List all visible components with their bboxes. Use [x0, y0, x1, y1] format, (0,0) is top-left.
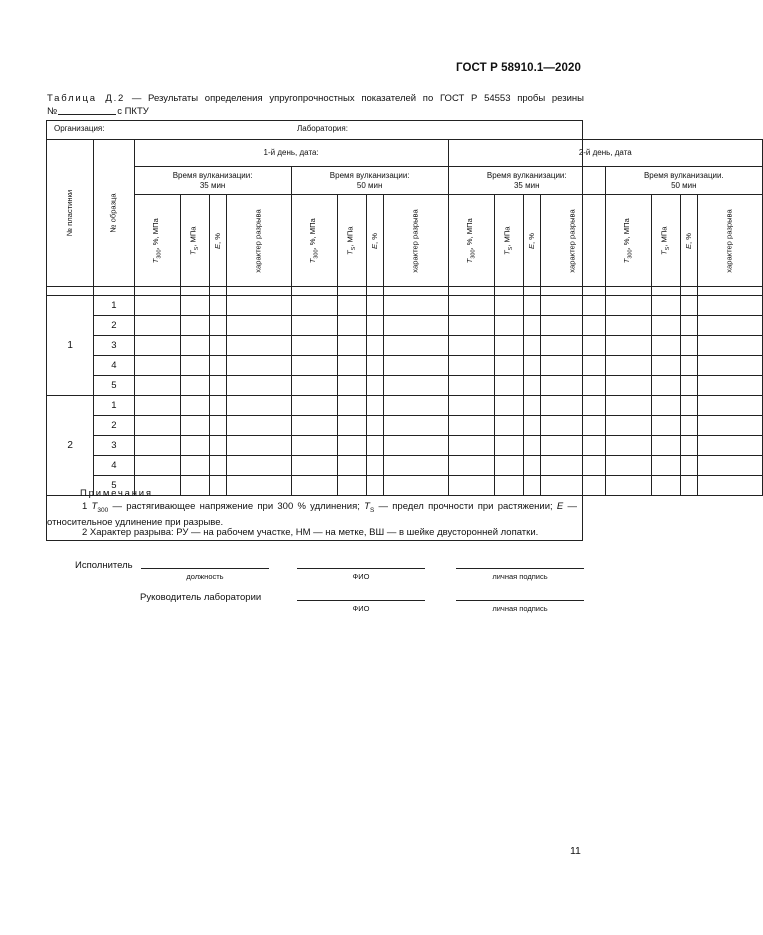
results-table — [46, 139, 763, 496]
data-cell[interactable] — [698, 396, 762, 416]
data-cell[interactable] — [384, 316, 448, 336]
data-cell[interactable] — [605, 456, 651, 476]
data-cell[interactable] — [448, 296, 494, 316]
data-cell[interactable] — [384, 376, 448, 396]
data-cell[interactable] — [681, 316, 698, 336]
data-cell[interactable] — [448, 436, 494, 456]
data-cell[interactable] — [524, 336, 541, 356]
vulcanization-time-header: Время вулканизации: 50 мин — [291, 167, 448, 195]
spacer-cell — [227, 287, 291, 296]
plate-number: 2 — [47, 396, 94, 496]
data-cell[interactable] — [448, 416, 494, 436]
data-cell[interactable] — [227, 396, 291, 416]
t300-column-header: $T_{300}$, %, МПа — [291, 195, 337, 287]
table-caption-suffix: с ПКТУ — [117, 106, 149, 117]
data-cell[interactable] — [134, 456, 180, 476]
data-cell[interactable] — [367, 456, 384, 476]
break-type-column-header: характер разрыва — [698, 195, 762, 287]
data-cell[interactable] — [134, 316, 180, 336]
spacer-cell — [47, 287, 94, 296]
table-row — [47, 396, 763, 416]
data-cell[interactable] — [180, 416, 210, 436]
data-cell[interactable] — [681, 436, 698, 456]
data-cell[interactable] — [494, 336, 524, 356]
sample-number: 4 — [94, 356, 134, 376]
data-cell[interactable] — [134, 416, 180, 436]
day2-header: 2-й день, дата — [448, 140, 762, 167]
organization-label: Организация: — [54, 124, 105, 133]
data-cell[interactable] — [541, 356, 605, 376]
ts-column-header: $T_S$, МПа — [494, 195, 524, 287]
data-cell[interactable] — [524, 296, 541, 316]
sample-number: 3 — [94, 336, 134, 356]
spacer-cell — [384, 287, 448, 296]
data-cell[interactable] — [210, 376, 227, 396]
data-cell[interactable] — [605, 416, 651, 436]
lab-head-signature-caption: личная подпись — [492, 604, 548, 613]
data-cell[interactable] — [367, 416, 384, 436]
data-cell[interactable] — [291, 436, 337, 456]
data-cell[interactable] — [384, 336, 448, 356]
data-cell[interactable] — [698, 456, 762, 476]
data-cell[interactable] — [681, 456, 698, 476]
table-row — [47, 296, 763, 316]
data-cell[interactable] — [384, 356, 448, 376]
spacer-cell — [367, 287, 384, 296]
data-cell[interactable] — [681, 476, 698, 496]
data-cell[interactable] — [134, 336, 180, 356]
data-cell[interactable] — [180, 476, 210, 496]
data-cell[interactable] — [180, 456, 210, 476]
data-cell[interactable] — [541, 476, 605, 496]
spacer-cell — [180, 287, 210, 296]
e-column-header: E, % — [524, 195, 541, 287]
sample-number: 3 — [94, 436, 134, 456]
ts-column-header: $T_S$, МПа — [651, 195, 681, 287]
break-type-column-header: характер разрыва — [227, 195, 291, 287]
data-cell[interactable] — [367, 336, 384, 356]
data-cell[interactable] — [651, 296, 681, 316]
table-row — [47, 376, 763, 396]
spacer-cell — [291, 287, 337, 296]
data-cell[interactable] — [448, 316, 494, 336]
data-cell[interactable] — [651, 456, 681, 476]
data-cell[interactable] — [337, 376, 367, 396]
data-cell[interactable] — [524, 476, 541, 496]
data-cell[interactable] — [605, 476, 651, 496]
notes-title: Примечания — [80, 488, 153, 499]
data-cell[interactable] — [524, 436, 541, 456]
data-cell[interactable] — [210, 336, 227, 356]
data-cell[interactable] — [227, 456, 291, 476]
data-cell[interactable] — [337, 416, 367, 436]
break-type-column-header: характер разрыва — [384, 195, 448, 287]
sample-number-header: № образца — [94, 140, 134, 287]
executor-position-caption: должность — [186, 572, 224, 581]
vulcanization-time-header: Время вулканизации: 35 мин — [134, 167, 291, 195]
data-cell[interactable] — [180, 396, 210, 416]
spacer-cell — [210, 287, 227, 296]
data-cell[interactable] — [384, 396, 448, 416]
table-caption-line2 — [47, 105, 149, 118]
data-cell[interactable] — [651, 436, 681, 456]
spacer-cell — [134, 287, 180, 296]
data-cell[interactable] — [227, 296, 291, 316]
spacer-cell — [698, 287, 762, 296]
executor-name-line[interactable] — [297, 568, 425, 569]
data-cell[interactable] — [291, 296, 337, 316]
data-cell[interactable] — [227, 336, 291, 356]
data-cell[interactable] — [494, 416, 524, 436]
data-cell[interactable] — [291, 416, 337, 436]
data-cell[interactable] — [698, 376, 762, 396]
data-cell[interactable] — [494, 316, 524, 336]
data-cell[interactable] — [651, 376, 681, 396]
data-cell[interactable] — [227, 356, 291, 376]
data-cell[interactable] — [541, 456, 605, 476]
spacer-cell — [605, 287, 651, 296]
sample-number: 5 — [94, 476, 134, 496]
data-cell[interactable] — [367, 436, 384, 456]
lab-head-name-caption: ФИО — [352, 604, 370, 613]
data-cell[interactable] — [541, 436, 605, 456]
executor-position-line[interactable] — [141, 568, 269, 569]
table-row — [47, 336, 763, 356]
sample-number: 5 — [94, 376, 134, 396]
data-cell[interactable] — [698, 316, 762, 336]
data-cell[interactable] — [605, 436, 651, 456]
table-row — [47, 316, 763, 336]
data-cell[interactable] — [180, 376, 210, 396]
data-cell[interactable] — [384, 476, 448, 496]
executor-signature-caption: личная подпись — [492, 572, 548, 581]
data-cell[interactable] — [681, 296, 698, 316]
lab-head-signature-line[interactable] — [456, 600, 584, 601]
data-cell[interactable] — [210, 416, 227, 436]
data-cell[interactable] — [384, 296, 448, 316]
data-cell[interactable] — [227, 476, 291, 496]
data-cell[interactable] — [367, 376, 384, 396]
e-column-header: E, % — [681, 195, 698, 287]
data-cell[interactable] — [524, 396, 541, 416]
data-cell[interactable] — [605, 296, 651, 316]
data-cell[interactable] — [494, 436, 524, 456]
data-cell[interactable] — [494, 296, 524, 316]
data-cell[interactable] — [605, 356, 651, 376]
spacer-cell — [681, 287, 698, 296]
data-cell[interactable] — [524, 456, 541, 476]
data-cell[interactable] — [541, 376, 605, 396]
table-row — [47, 356, 763, 376]
data-cell[interactable] — [210, 476, 227, 496]
t300-column-header: $T_{300}$, %, МПа — [448, 195, 494, 287]
data-cell[interactable] — [210, 396, 227, 416]
data-cell[interactable] — [134, 376, 180, 396]
data-cell[interactable] — [651, 416, 681, 436]
sample-number: 4 — [94, 456, 134, 476]
sample-number: 2 — [94, 316, 134, 336]
spacer-cell — [448, 287, 494, 296]
data-cell[interactable] — [337, 456, 367, 476]
data-cell[interactable] — [494, 476, 524, 496]
data-cell[interactable] — [291, 316, 337, 336]
sample-number: 1 — [94, 296, 134, 316]
data-cell[interactable] — [210, 316, 227, 336]
data-cell[interactable] — [448, 456, 494, 476]
data-cell[interactable] — [337, 436, 367, 456]
ts-column-header: $T_S$, МПа — [180, 195, 210, 287]
data-cell[interactable] — [337, 296, 367, 316]
data-cell[interactable] — [291, 396, 337, 416]
data-cell[interactable] — [448, 396, 494, 416]
data-cell[interactable] — [337, 336, 367, 356]
data-cell[interactable] — [384, 436, 448, 456]
table-row — [47, 456, 763, 476]
data-cell[interactable] — [367, 356, 384, 376]
data-cell[interactable] — [367, 316, 384, 336]
data-cell[interactable] — [524, 376, 541, 396]
note-1: 1 $T_{300}$ — растягивающее напряжение при 300 % удлинения; $T_S$ — предел прочности при растяжении; E — относительное удлинение при разрыве. — [47, 501, 577, 528]
table-caption-prefix: Таблица Д.2 — [47, 93, 126, 104]
data-cell[interactable] — [698, 416, 762, 436]
data-cell[interactable] — [651, 336, 681, 356]
data-cell[interactable] — [134, 356, 180, 376]
data-cell[interactable] — [448, 476, 494, 496]
note-2: 2 Характер разрыва: РУ — на рабочем участке, НМ — на метке, ВШ — в шейке двусторонней лопатки. — [82, 527, 539, 538]
data-cell[interactable] — [291, 376, 337, 396]
spacer-cell — [541, 287, 605, 296]
table-caption-no-sign: № — [47, 106, 58, 117]
data-cell[interactable] — [605, 396, 651, 416]
data-cell[interactable] — [605, 336, 651, 356]
vulcanization-time-header: Время вулканизации. 50 мин — [605, 167, 762, 195]
spacer-cell — [524, 287, 541, 296]
data-cell[interactable] — [524, 416, 541, 436]
data-cell[interactable] — [605, 376, 651, 396]
data-cell[interactable] — [698, 336, 762, 356]
data-cell[interactable] — [337, 356, 367, 376]
data-cell[interactable] — [291, 476, 337, 496]
data-cell[interactable] — [698, 476, 762, 496]
data-cell[interactable] — [210, 356, 227, 376]
data-cell[interactable] — [384, 416, 448, 436]
data-cell[interactable] — [524, 356, 541, 376]
data-cell[interactable] — [681, 336, 698, 356]
data-cell[interactable] — [541, 296, 605, 316]
data-cell[interactable] — [541, 316, 605, 336]
spacer-cell — [651, 287, 681, 296]
data-cell[interactable] — [210, 436, 227, 456]
data-cell[interactable] — [524, 316, 541, 336]
sample-number: 1 — [94, 396, 134, 416]
laboratory-label: Лаборатория: — [297, 124, 348, 133]
data-cell[interactable] — [180, 336, 210, 356]
e-column-header: E, % — [210, 195, 227, 287]
data-cell[interactable] — [605, 316, 651, 336]
table-row — [47, 416, 763, 436]
table-caption-text: — Результаты определения упругопрочностных показателей по ГОСТ Р 54553 пробы резины — [125, 93, 584, 104]
spacer-cell — [94, 287, 134, 296]
data-cell[interactable] — [541, 396, 605, 416]
lab-head-label: Руководитель лаборатории — [140, 592, 262, 603]
data-cell[interactable] — [291, 356, 337, 376]
data-cell[interactable] — [291, 336, 337, 356]
data-cell[interactable] — [180, 356, 210, 376]
table-row — [47, 476, 763, 496]
data-cell[interactable] — [681, 416, 698, 436]
ts-column-header: $T_S$, МПа — [337, 195, 367, 287]
data-cell[interactable] — [541, 336, 605, 356]
data-cell[interactable] — [681, 396, 698, 416]
day1-header: 1-й день, дата: — [134, 140, 448, 167]
data-cell[interactable] — [494, 396, 524, 416]
plate-number-header: № пластинки — [47, 140, 94, 287]
data-cell[interactable] — [681, 376, 698, 396]
executor-signature-line[interactable] — [456, 568, 584, 569]
data-cell[interactable] — [337, 316, 367, 336]
data-cell[interactable] — [367, 296, 384, 316]
sample-number: 2 — [94, 416, 134, 436]
data-cell[interactable] — [651, 476, 681, 496]
data-cell[interactable] — [698, 296, 762, 316]
data-cell[interactable] — [227, 376, 291, 396]
data-cell[interactable] — [541, 416, 605, 436]
data-cell[interactable] — [227, 316, 291, 336]
data-cell[interactable] — [681, 356, 698, 376]
executor-label: Исполнитель — [75, 560, 133, 571]
data-cell[interactable] — [494, 456, 524, 476]
plate-number: 1 — [47, 296, 94, 396]
data-cell[interactable] — [698, 356, 762, 376]
data-cell[interactable] — [210, 456, 227, 476]
data-cell[interactable] — [448, 336, 494, 356]
data-cell[interactable] — [210, 296, 227, 316]
lab-head-name-line[interactable] — [297, 600, 425, 601]
data-cell[interactable] — [448, 356, 494, 376]
data-cell[interactable] — [134, 396, 180, 416]
vulcanization-time-header: Время вулканизации: 35 мин — [448, 167, 605, 195]
data-cell[interactable] — [134, 296, 180, 316]
data-cell[interactable] — [367, 476, 384, 496]
data-cell[interactable] — [494, 356, 524, 376]
data-cell[interactable] — [698, 436, 762, 456]
data-cell[interactable] — [448, 376, 494, 396]
data-cell[interactable] — [494, 376, 524, 396]
data-cell[interactable] — [651, 396, 681, 416]
table-row — [47, 436, 763, 456]
data-cell[interactable] — [134, 436, 180, 456]
data-cell[interactable] — [227, 416, 291, 436]
page-number: 11 — [570, 845, 581, 857]
data-cell[interactable] — [291, 456, 337, 476]
data-cell[interactable] — [337, 476, 367, 496]
table-caption-blank-field — [58, 105, 116, 115]
executor-name-caption: ФИО — [352, 572, 370, 581]
e-column-header: E, % — [367, 195, 384, 287]
data-cell[interactable] — [180, 436, 210, 456]
spacer-cell — [494, 287, 524, 296]
break-type-column-header: характер разрыва — [541, 195, 605, 287]
data-cell[interactable] — [651, 356, 681, 376]
data-cell[interactable] — [384, 456, 448, 476]
standard-number: ГОСТ Р 58910.1—2020 — [456, 62, 581, 74]
spacer-cell — [337, 287, 367, 296]
t300-column-header: $T_{300}$, %, МПа — [605, 195, 651, 287]
t300-column-header: $T_{300}$, %, МПа — [134, 195, 180, 287]
data-cell[interactable] — [180, 296, 210, 316]
data-cell[interactable] — [180, 316, 210, 336]
data-cell[interactable] — [651, 316, 681, 336]
data-cell[interactable] — [337, 396, 367, 416]
data-cell[interactable] — [227, 436, 291, 456]
table-caption — [47, 93, 584, 105]
data-cell[interactable] — [367, 396, 384, 416]
